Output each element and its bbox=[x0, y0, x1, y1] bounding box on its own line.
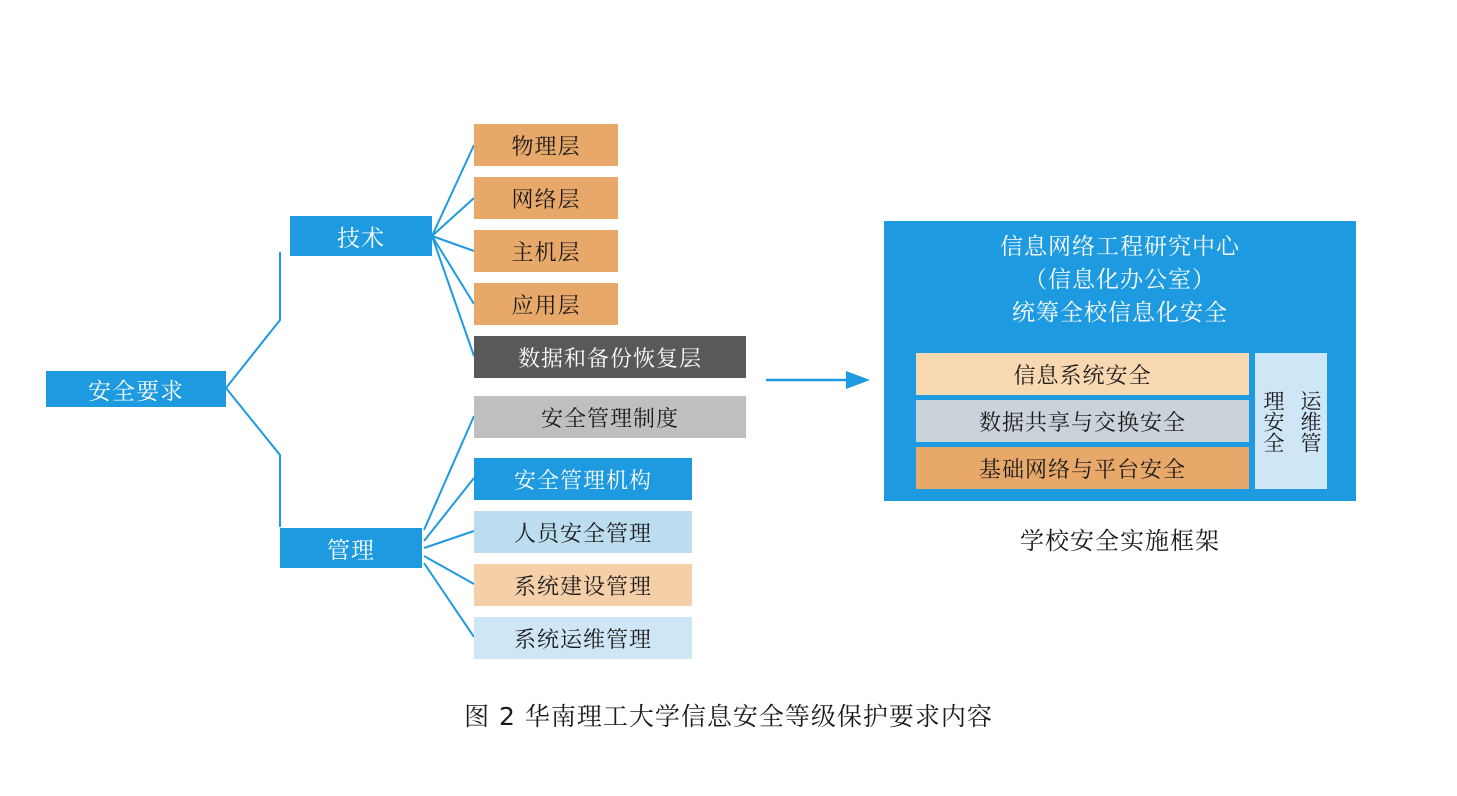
leaf-node-security-management-org[interactable] bbox=[474, 458, 692, 500]
leaf-node-data-backup-recovery-layer[interactable] bbox=[474, 336, 746, 378]
leaf-node-application-layer-label: 应用层 bbox=[511, 293, 581, 319]
framework-title-line-3: 统筹全校信息化安全 bbox=[1012, 300, 1228, 326]
framework-title-line-2: （信息化办公室） bbox=[1024, 267, 1216, 293]
leaf-node-network-layer[interactable] bbox=[474, 177, 618, 219]
framework-side-panel-ops-security-management[interactable] bbox=[1255, 353, 1327, 489]
branch-node-management[interactable] bbox=[280, 528, 422, 568]
framework-side-column-right bbox=[1294, 390, 1325, 453]
branch-node-management-label: 管理 bbox=[327, 537, 375, 564]
branch-node-technology[interactable] bbox=[290, 216, 432, 256]
leaf-node-personnel-security-management-label: 人员安全管理 bbox=[513, 521, 652, 547]
framework-title-line-1: 信息网络工程研究中心 bbox=[1000, 234, 1240, 260]
framework-bar-3-label: 基础网络与平台安全 bbox=[978, 457, 1186, 483]
framework-side-column-left-label: 理安全 bbox=[1261, 389, 1285, 453]
leaf-node-physical-layer[interactable] bbox=[474, 124, 618, 166]
framework-bar-data-sharing-exchange-security[interactable] bbox=[916, 400, 1249, 442]
framework-bar-information-system-security[interactable] bbox=[916, 353, 1249, 395]
right-arrow-icon bbox=[766, 371, 870, 389]
root-node-security-requirements[interactable] bbox=[46, 371, 226, 407]
leaf-node-system-ops-management[interactable] bbox=[474, 617, 692, 659]
leaf-node-personnel-security-management[interactable] bbox=[474, 511, 692, 553]
leaf-node-data-backup-recovery-layer-label: 数据和备份恢复层 bbox=[517, 346, 702, 372]
leaf-node-host-layer[interactable] bbox=[474, 230, 618, 272]
framework-bar-1-label: 信息系统安全 bbox=[1013, 363, 1152, 389]
leaf-node-security-management-system[interactable] bbox=[474, 396, 746, 438]
framework-side-column-right-label: 运维管 bbox=[1298, 389, 1322, 453]
leaf-node-host-layer-label: 主机层 bbox=[511, 240, 581, 266]
framework-side-column-left bbox=[1257, 390, 1288, 453]
leaf-node-security-management-org-label: 安全管理机构 bbox=[513, 468, 652, 494]
branch-node-technology-label: 技术 bbox=[337, 225, 385, 252]
framework-caption: 学校安全实施框架 bbox=[1020, 527, 1220, 555]
leaf-node-physical-layer-label: 物理层 bbox=[511, 134, 581, 160]
framework-bar-infrastructure-platform-security[interactable] bbox=[916, 447, 1249, 489]
leaf-node-security-management-system-label: 安全管理制度 bbox=[540, 406, 679, 432]
framework-title bbox=[884, 231, 1356, 330]
leaf-node-network-layer-label: 网络层 bbox=[511, 187, 581, 213]
leaf-node-application-layer[interactable] bbox=[474, 283, 618, 325]
leaf-node-system-ops-management-label: 系统运维管理 bbox=[513, 627, 652, 653]
leaf-node-system-construction-management[interactable] bbox=[474, 564, 692, 606]
framework-bar-2-label: 数据共享与交换安全 bbox=[978, 410, 1186, 436]
figure-caption: 图 2 华南理工大学信息安全等级保护要求内容 bbox=[464, 702, 993, 731]
root-node-label: 安全要求 bbox=[88, 378, 184, 405]
leaf-node-system-construction-management-label: 系统建设管理 bbox=[513, 574, 652, 600]
